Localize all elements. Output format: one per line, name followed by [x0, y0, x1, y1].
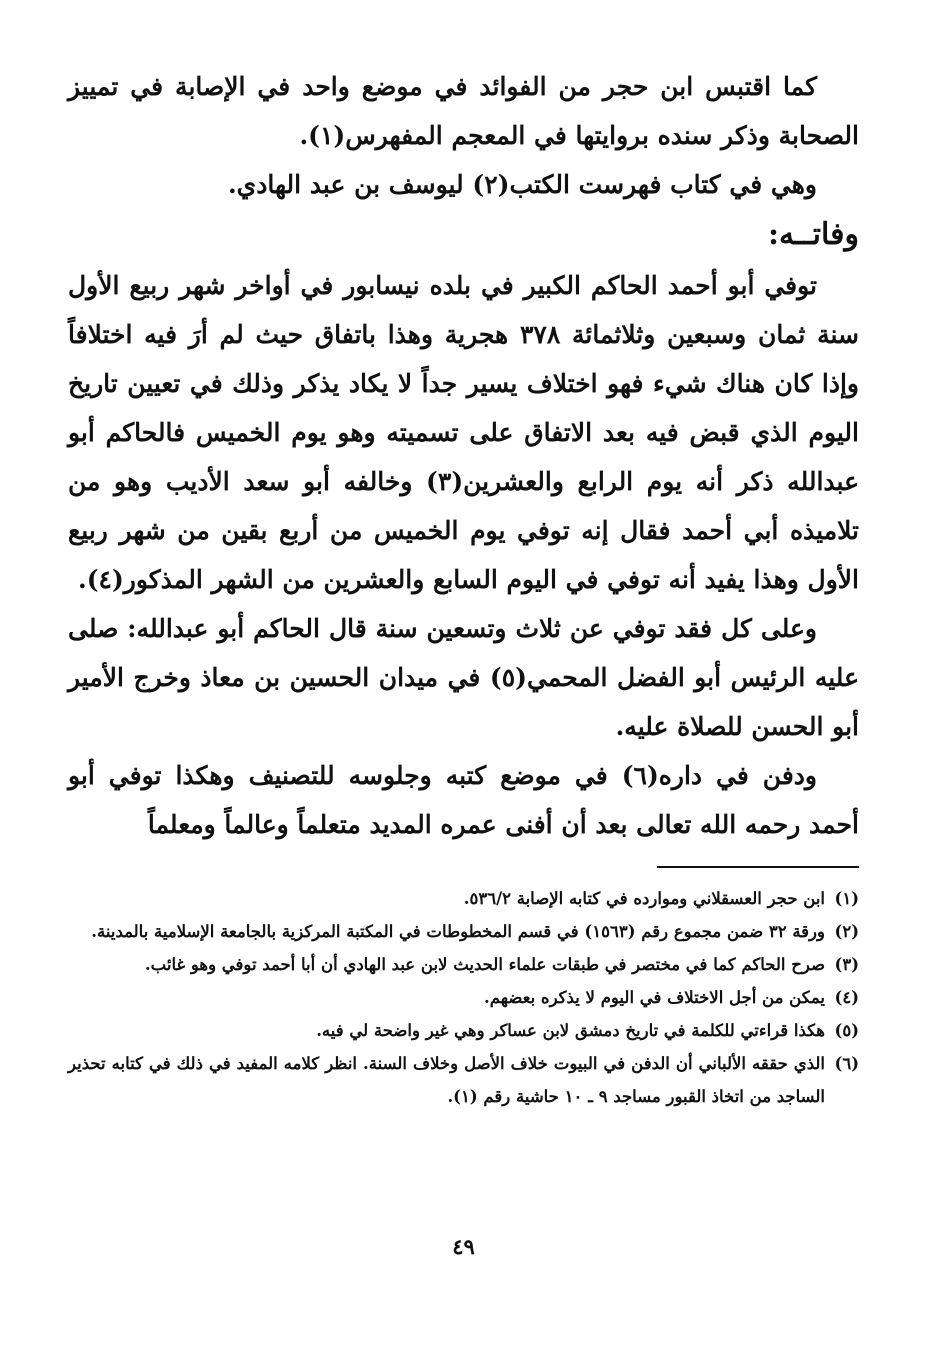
footnote-number: (١) [834, 889, 859, 908]
footnote-1 [68, 882, 859, 915]
footnote-5 [68, 1014, 859, 1047]
footnote-text: ورقة ٣٢ ضمن مجموع رقم (١٥٦٣) في قسم المخطوطات في المكتبة المركزية بالجامعة الإسلامية بالمدينة. [91, 922, 825, 941]
footnote-number: (٥) [834, 1021, 859, 1040]
paragraph-5: ودفن في داره(٦) في موضع كتبه وجلوسه للتصنيف وهكذا توفي أبو أحمد رحمه الله تعالى بعد أن أفنى عمره المديد متعلماً وعالماً ومعلماً [68, 761, 859, 839]
footnote-number: (٦) [834, 1054, 859, 1073]
footnote-number: (٤) [834, 988, 859, 1007]
paragraph-1: كما اقتبس ابن حجر من الفوائد في موضع واحد في الإصابة في تمييز الصحابة وذكر سنده بروايتها في المعجم المفهرس(١). [68, 72, 859, 150]
footnote-text: الذي حققه الألباني أن الدفن في البيوت خلاف الأصل وخلاف السنة. انظر كلامه المفيد في ذلك في كتابه تحذير الساجد من اتخاذ القبور مساجد ٩ ـ ١٠ حاشية رقم (١). [68, 1054, 825, 1106]
paragraph-3: توفي أبو أحمد الحاكم الكبير في بلده نيسابور في أواخر شهر ربيع الأول سنة ثمان وسبعين وثلاثمائة ٣٧٨ هجرية وهذا باتفاق حيث لم أرَ فيه اختلافاً وإذا كان هناك شيء فهو اختلاف يسير جداً لا يكاد يذكر وذلك في تعيين تاريخ اليوم الذي قبض فيه بعد الاتفاق على تسميته وهو يوم الخميس فالحاكم أبو عبدالله ذكر أنه يوم الرابع والعشرين(٣) وخالفه أبو سعد الأديب وهو من تلاميذه أبي أحمد فقال إنه توفي يوم الخميس من أربع بقين من شهر ربيع الأول وهذا يفيد أنه توفي في اليوم السابع والعشرين من الشهر المذكور(٤). [68, 271, 860, 594]
footnote-number: (٢) [834, 922, 859, 941]
page-number: ٤٩ [452, 1234, 475, 1259]
footnote-text: ابن حجر العسقلاني وموارده في كتابه الإصابة ٥٣٦/٢. [463, 889, 825, 908]
footnote-number: (٣) [834, 955, 859, 974]
footnote-6 [68, 1047, 859, 1113]
paragraph-4: وعلى كل فقد توفي عن ثلاث وتسعين سنة قال الحاكم أبو عبدالله: صلى عليه الرئيس أبو الفضل المحمي(٥) في ميدان الحسين بن معاذ وخرج الأمير أبو الحسن للصلاة عليه. [68, 614, 859, 741]
section-heading-death: وفاتــه: [767, 217, 859, 252]
footnote-text: صرح الحاكم كما في مختصر في طبقات علماء الحديث لابن عبد الهادي أن أبا أحمد توفي وهو غائب. [144, 955, 825, 974]
footnote-3 [68, 948, 859, 981]
footnote-text: يمكن من أجل الاختلاف في اليوم لا يذكره بعضهم. [484, 988, 825, 1007]
footnotes [68, 882, 859, 1113]
footnote-4 [68, 981, 859, 1014]
paragraph-2: وهي في كتاب فهرست الكتب(٢) ليوسف بن عبد الهادي. [227, 170, 817, 199]
main-text [68, 62, 859, 849]
footnote-2 [68, 915, 859, 948]
footnote-text: هكذا قراءتي للكلمة في تاريخ دمشق لابن عساكر وهي غير واضحة لي فيه. [316, 1021, 825, 1040]
footnote-divider [657, 866, 859, 868]
